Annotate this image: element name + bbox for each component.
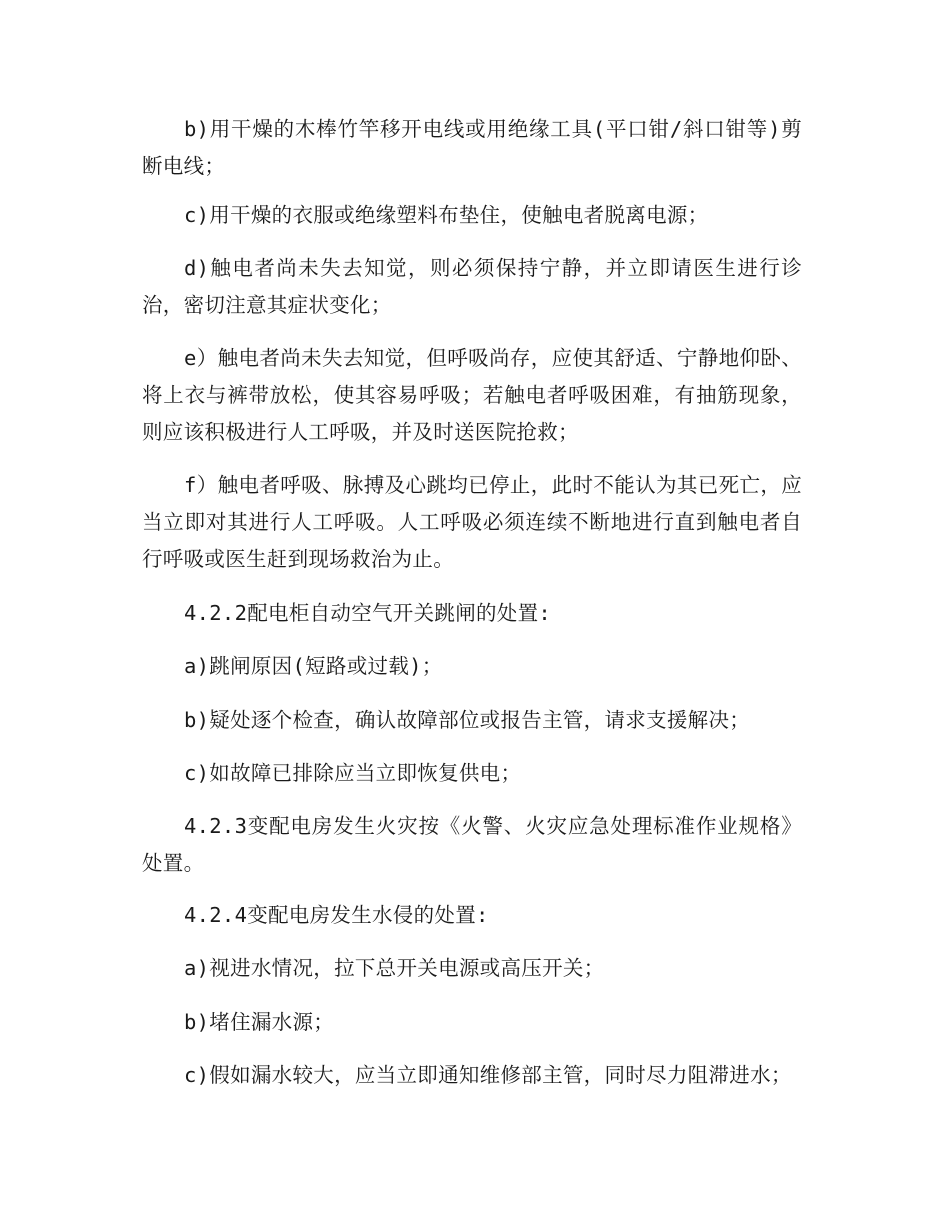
section-4-2-4-heading: 4.2.4变配电房发生水侵的处置:	[184, 903, 489, 927]
paragraph-c-dry-clothes: c)用干燥的衣服或绝缘塑料布垫住，使触电者脱离电源；	[184, 203, 709, 227]
paragraph-b-check-fault: b)疑处逐个检查，确认故障部位或报告主管，请求支援解决；	[184, 708, 751, 732]
section-4-2-3-fire: 4.2.3变配电房发生火灾按《火警、火灾应急处理标准作业规格》处置。	[142, 814, 802, 875]
paragraph-c-notify-supervisor: c)假如漏水较大，应当立即通知维修部主管，同时尽力阻滞进水；	[184, 1063, 792, 1087]
section-4-2-2-heading: 4.2.2配电柜自动空气开关跳闸的处置:	[184, 601, 552, 625]
paragraph-c-restore-power: c)如故障已排除应当立即恢复供电；	[184, 761, 522, 785]
paragraph-e-breathing: e）触电者尚未失去知觉，但呼吸尚存，应使其舒适、宁静地仰卧、将上衣与裤带放松，使其容易呼吸；若触电者呼吸困难，有抽筋现象，则应该积极进行人工呼吸，并及时送医院抢救；	[142, 346, 802, 444]
paragraph-b-block-leak: b)堵住漏水源；	[184, 1010, 335, 1034]
paragraph-d-conscious: d)触电者尚未失去知觉，则必须保持宁静，并立即请医生进行诊治，密切注意其症状变化；	[142, 256, 802, 317]
paragraph-b-cut-wire: b)用干燥的木棒竹竿移开电线或用绝缘工具(平口钳/斜口钳等)剪断电线；	[142, 117, 802, 178]
paragraph-a-trip-cause: a)跳闸原因(短路或过载)；	[184, 654, 443, 678]
paragraph-f-no-pulse: f）触电者呼吸、脉搏及心跳均已停止，此时不能认为其已死亡，应当立即对其进行人工呼吸。人工呼吸必须连续不断地进行直到触电者自行呼吸或医生赶到现场救治为止。	[142, 473, 802, 571]
paragraph-a-cut-power: a)视进水情况，拉下总开关电源或高压开关；	[184, 956, 605, 980]
